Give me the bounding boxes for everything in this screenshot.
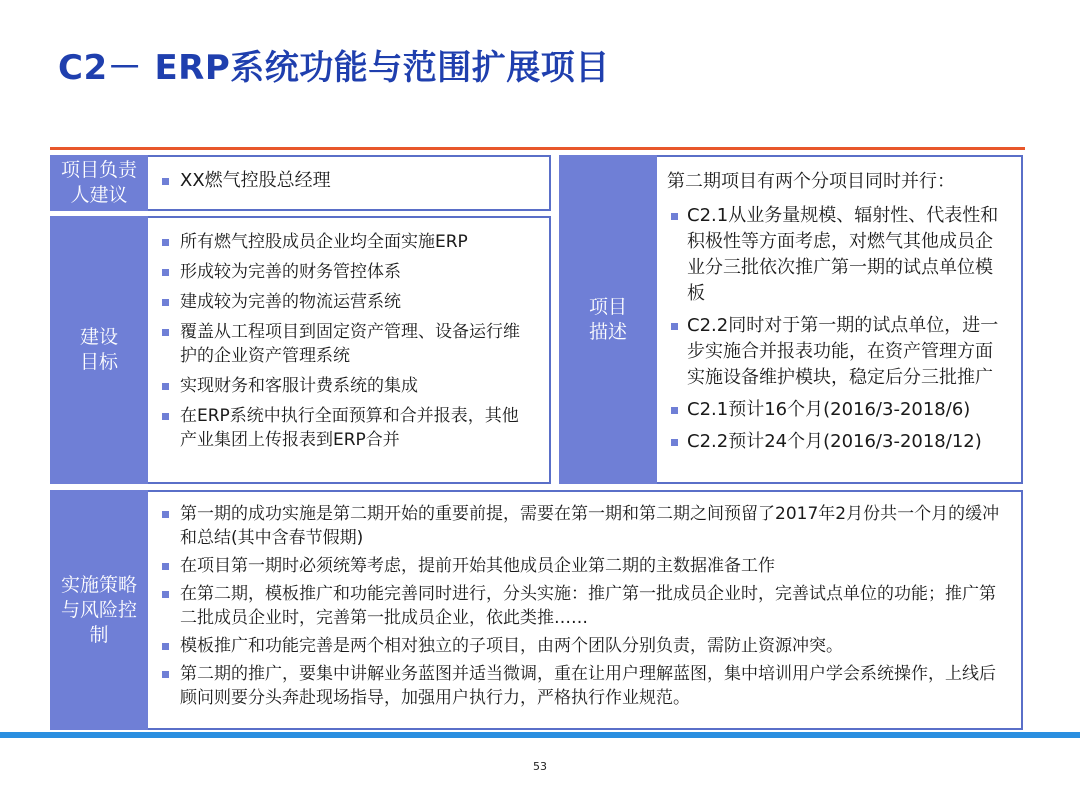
- strategy-item: 第二期的推广，要集中讲解业务蓝图并适当微调，重在让用户理解蓝图，集中培训用户学会系统操作，上线后顾问则要分头奔赴现场指导，加强用户执行力，严格执行作业规范。: [158, 662, 1003, 710]
- strategy-item: 模板推广和功能完善是两个相对独立的子项目，由两个团队分别负责，需防止资源冲突。: [158, 634, 1003, 658]
- goals-item: 所有燃气控股成员企业均全面实施ERP: [158, 230, 530, 254]
- goals-box: [148, 216, 551, 484]
- description-intro: 第二期项目有两个分项目同时并行：: [667, 171, 955, 192]
- strategy-label-line1: 实施策略: [60, 573, 137, 596]
- owner-item: XX燃气控股总经理: [158, 169, 538, 193]
- goals-item: 形成较为完善的财务管控体系: [158, 260, 530, 284]
- footer-bar: [0, 732, 1080, 738]
- description-box: [657, 155, 1023, 484]
- strategy-item: 第一期的成功实施是第二期开始的重要前提，需要在第一期和第二期之间预留了2017年2月份共一个月的缓冲和总结(其中含春节假期): [158, 502, 1003, 550]
- owner-label-line2: 人建议: [70, 184, 128, 206]
- description-label-line1: 项目: [588, 295, 627, 318]
- title-divider: [50, 147, 1025, 150]
- strategy-item: 在项目第一期时必须统筹考虑，提前开始其他成员企业第二期的主数据准备工作: [158, 554, 1003, 578]
- slide-title: C2－ ERP系统功能与范围扩展项目: [58, 48, 610, 88]
- goals-label: [50, 216, 148, 484]
- strategy-box: [148, 490, 1023, 730]
- description-label-line2: 描述: [588, 320, 627, 343]
- goals-item: 覆盖从工程项目到固定资产管理、设备运行维护的企业资产管理系统: [158, 320, 530, 368]
- page-number: 53: [533, 760, 547, 773]
- strategy-label-line2: 与风险控: [60, 598, 137, 621]
- goals-item: 建成较为完善的物流运营系统: [158, 290, 530, 314]
- owner-label-line1: 项目负责: [60, 159, 137, 181]
- strategy-label: [50, 490, 148, 730]
- description-item: C2.2预计24个月(2016/3-2018/12): [667, 429, 1007, 455]
- strategy-label-line3: 制: [89, 623, 109, 646]
- description-label: [559, 155, 657, 484]
- owner-box: [148, 155, 551, 211]
- owner-label: [50, 155, 148, 211]
- strategy-item: 在第二期，模板推广和功能完善同时进行，分头实施：推广第一批成员企业时，完善试点单位的功能；推广第二批成员企业时，完善第一批成员企业，依此类推……: [158, 582, 1003, 630]
- description-item: C2.2同时对于第一期的试点单位，进一步实施合并报表功能，在资产管理方面实施设备维护模块，稳定后分三批推广: [667, 313, 1007, 391]
- description-item: C2.1预计16个月(2016/3-2018/6): [667, 397, 1007, 423]
- goals-label-line2: 目标: [79, 351, 118, 373]
- goals-item: 实现财务和客服计费系统的集成: [158, 374, 530, 398]
- goals-label-line1: 建设: [79, 326, 118, 348]
- goals-item: 在ERP系统中执行全面预算和合并报表，其他产业集团上传报表到ERP合并: [158, 404, 530, 452]
- description-item: C2.1从业务量规模、辐射性、代表性和积极性等方面考虑，对燃气其他成员企业分三批依次推广第一期的试点单位模板: [667, 203, 1007, 307]
